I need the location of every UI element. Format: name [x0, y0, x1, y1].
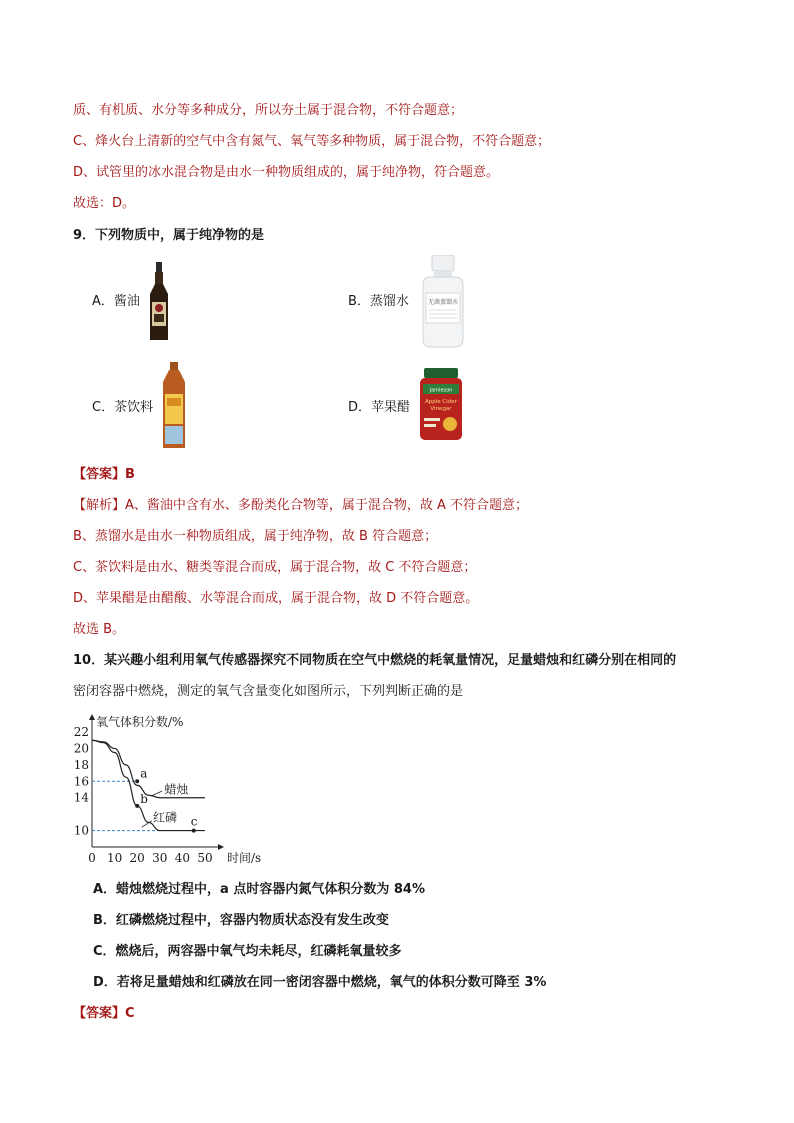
y-tick-label: 20 [73, 741, 89, 756]
vinegar-jar-label-2: Vinegar [430, 406, 452, 412]
q9-analysis-line-4: D、苹果醋是由醋酸、水等混合而成，属于混合物，故 D 不符合题意。 [73, 591, 479, 606]
y-axis-label: 氧气体积分数/% [96, 715, 184, 729]
point-label-c: c [190, 814, 198, 829]
x-tick-label: 30 [152, 851, 168, 865]
point-b [135, 804, 139, 808]
q9-option-b: B．蒸馏水 [348, 294, 409, 309]
q9-option-d: D．苹果醋 [348, 400, 411, 415]
vinegar-jar-label-1: Apple Cider [425, 399, 457, 405]
soy-sauce-bottle-image [147, 262, 171, 342]
point-a [135, 779, 139, 783]
series-label-candle-leader [151, 791, 162, 796]
q9-analysis-line-2: B、蒸馏水是由水一种物质组成，属于纯净物，故 B 符合题意； [73, 529, 438, 544]
q10-stem-line-1: 10．某兴趣小组利用氧气传感器探究不同物质在空气中燃烧的耗氧量情况，足量蜡烛和红磷分别在相同的 [73, 653, 677, 668]
q10-option-a: A．蜡烛燃烧过程中，a 点时容器内氮气体积分数为 84% [93, 882, 426, 897]
tea-drink-bottle-image [158, 362, 190, 450]
q8-analysis-line-2: C、烽火台上清新的空气中含有氮气、氧气等多种物质，属于混合物，不符合题意； [73, 134, 551, 149]
x-axis-label: 时间/s [227, 851, 262, 865]
x-tick-label: 40 [174, 851, 191, 865]
y-tick-label: 18 [73, 757, 89, 772]
y-tick-label: 10 [73, 823, 89, 838]
q9-analysis-line-3: C、茶饮料是由水、糖类等混合而成，属于混合物，故 C 不符合题意； [73, 560, 477, 575]
q9-stem: 9．下列物质中，属于纯净物的是 [73, 228, 265, 243]
q8-analysis-line-1: 质、有机质、水分等多种成分，所以夯土属于混合物，不符合题意； [73, 103, 464, 118]
point-label-a: a [140, 766, 148, 781]
point-label-b: b [140, 791, 148, 806]
x-tick-label: 50 [197, 851, 213, 865]
q8-conclusion: 故选：D。 [73, 196, 136, 211]
series-label-red-phosphorus: 红磷 [153, 810, 178, 825]
x-axis-arrow [218, 844, 224, 850]
y-axis-arrow [89, 714, 95, 720]
q9-analysis-line-1: 【解析】A、酱油中含有水、多酚类化合物等，属于混合物，故 A 不符合题意； [73, 498, 529, 513]
series-label-candle: 蜡烛 [164, 782, 189, 797]
distilled-water-bottle-label: 无菌蒸馏水 [427, 299, 459, 306]
q9-conclusion: 故选 B。 [73, 622, 126, 637]
vinegar-jar-brand: Jamieson [429, 387, 453, 394]
q10-option-d: D．若将足量蜡烛和红磷放在同一密闭容器中燃烧，氧气的体积分数可降至 3% [93, 975, 547, 990]
q9-option-a: A．酱油 [92, 294, 140, 309]
q10-stem-line-2: 密闭容器中燃烧，测定的氧气含量变化如图所示，下列判断正确的是 [73, 684, 464, 699]
q9-option-c: C．茶饮料 [92, 400, 154, 415]
q10-option-b: B．红磷燃烧过程中，容器内物质状态没有发生改变 [93, 913, 389, 928]
q8-analysis-line-3: D、试管里的冰水混合物是由水一种物质组成的，属于纯净物，符合题意。 [73, 165, 500, 180]
q10-answer: 【答案】C [73, 1006, 135, 1021]
y-tick-label: 16 [73, 774, 89, 789]
distilled-water-bottle-image [420, 255, 466, 349]
x-tick-label: 10 [106, 851, 123, 865]
y-tick-label: 22 [73, 725, 89, 739]
q10-option-c: C．燃烧后，两容器中氧气均未耗尽，红磷耗氧量较多 [93, 944, 402, 959]
x-tick-label: 0 [88, 851, 96, 865]
apple-cider-vinegar-jar-image [416, 368, 466, 442]
y-tick-label: 14 [73, 790, 89, 805]
x-tick-label: 20 [129, 851, 145, 865]
oxygen-content-chart [70, 712, 270, 872]
point-c [192, 829, 196, 833]
q9-answer: 【答案】B [73, 467, 135, 482]
